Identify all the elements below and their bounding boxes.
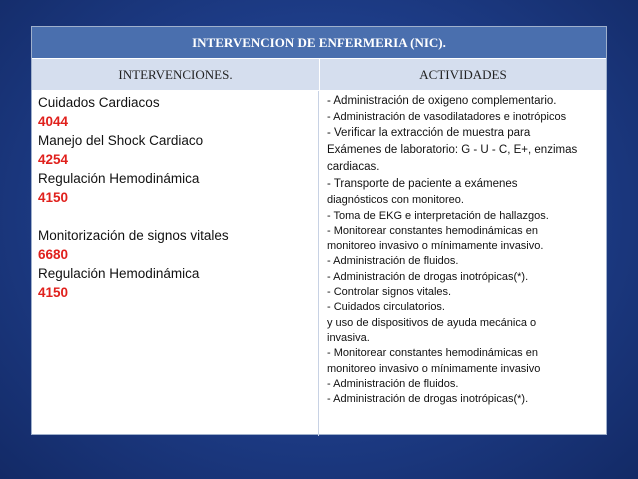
header-activities: ACTIVIDADES (419, 66, 507, 82)
intervention-code: 4150 (38, 190, 69, 205)
header-interventions: INTERVENCIONES. (32, 59, 320, 90)
activity-line: - Administración de oxigeno complementario. (327, 95, 557, 107)
activity-line: diagnósticos con monitoreo. (327, 194, 464, 207)
intervention-name: Regulación Hemodinámica (38, 266, 200, 281)
activity-line: - Monitorear constantes hemodinámicas en (327, 347, 538, 360)
activity-line: - Monitorear constantes hemodinámicas en (327, 224, 538, 237)
spacer (38, 207, 318, 226)
nic-table (31, 26, 607, 435)
activity-line: - Administración de vasodilatadores e inotrópicos (327, 111, 567, 123)
activity-line: monitoreo invasivo o mínimamente invasivo (327, 362, 541, 375)
activity-line: invasiva. (327, 331, 370, 344)
activity-line: Exámenes de laboratorio: G - U - C, E+, enzimas (327, 144, 578, 157)
intervention-name: Manejo del Shock Cardiaco (38, 133, 204, 148)
table-header-row (32, 59, 606, 91)
activity-line: - Administración de fluidos. (327, 377, 459, 390)
intervention-code: 4150 (38, 285, 69, 300)
intervention-name: Cuidados Cardiacos (38, 95, 160, 110)
activity-line: - Toma de EKG e interpretación de hallazgos. (327, 209, 549, 222)
activity-line: cardiacas. (327, 161, 380, 174)
interventions-column (32, 91, 319, 436)
table-body-row (32, 91, 606, 436)
intervention-code: 4044 (38, 114, 69, 129)
intervention-name: Regulación Hemodinámica (38, 171, 200, 186)
intervention-name: Monitorización de signos vitales (38, 228, 229, 243)
intervention-code: 4254 (38, 152, 69, 167)
activity-line: y uso de dispositivos de ayuda mecánica o (327, 316, 537, 329)
intervention-code: 6680 (38, 247, 69, 262)
activity-line: - Administración de drogas inotrópicas(*). (327, 393, 529, 406)
activity-line: - Controlar signos vitales. (327, 286, 452, 299)
table-title: INTERVENCION DE ENFERMERIA (NIC). (32, 27, 606, 59)
activity-line: - Cuidados circulatorios. (327, 301, 445, 314)
activity-line: - Transporte de paciente a exámenes (327, 178, 518, 191)
activity-line: - Verificar la extracción de muestra para (327, 127, 531, 140)
activities-column (319, 91, 606, 436)
activity-line: - Administración de fluidos. (327, 255, 459, 268)
activity-line: - Administración de drogas inotrópicas(*). (327, 270, 529, 283)
activity-line: monitoreo invasivo o mínimamente invasivo. (327, 240, 544, 253)
